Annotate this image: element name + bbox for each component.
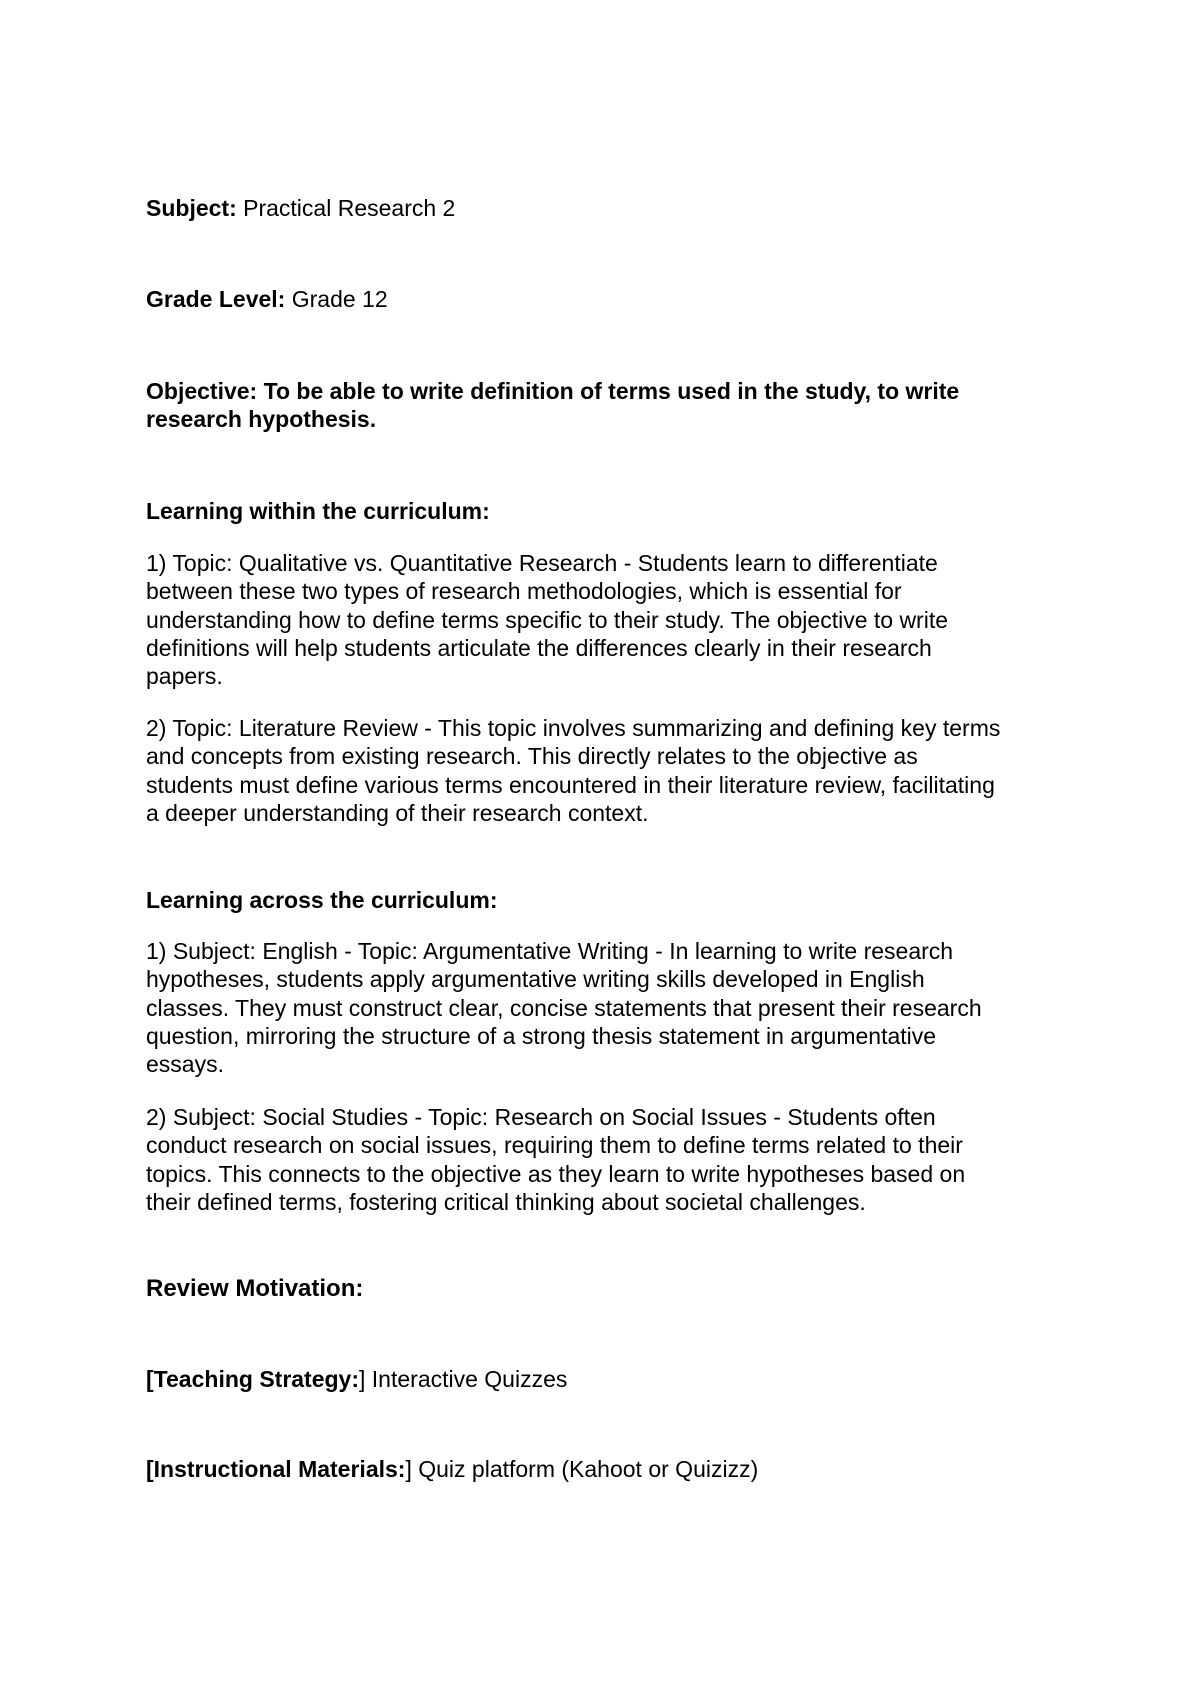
paragraph-line: and concepts from existing research. This directly relates to the objective as [146, 743, 918, 770]
teaching-strategy-line [146, 1365, 1076, 1393]
learning-across-heading: Learning across the curriculum: [146, 887, 498, 913]
paragraph-line: understanding how to define terms specific to their study. The objective to write [146, 606, 949, 633]
paragraph-line: students must define various terms encountered in their literature review, facilitating [146, 771, 995, 798]
paragraph-line: question, mirroring the structure of a strong thesis statement in argumentative [146, 1022, 937, 1049]
learning-within-item-2 [146, 714, 1076, 827]
paragraph-line: 1) Subject: English - Topic: Argumentative Writing - In learning to write research [146, 938, 954, 964]
learning-within-item-1 [146, 549, 1076, 690]
objective-label: Objective: [146, 378, 258, 404]
grade-level-label: Grade Level: [146, 286, 286, 312]
paragraph-line: hypotheses, students apply argumentative writing skills developed in English [146, 966, 925, 993]
teaching-strategy-label: Teaching Strategy: [153, 1366, 360, 1392]
paragraph-line: topics. This connects to the objective as they learn to write hypotheses based on [146, 1160, 966, 1187]
objective-text-2: research hypothesis. [146, 406, 377, 433]
objective-paragraph [146, 377, 1076, 434]
paragraph-line: conduct research on social issues, requiring them to define terms related to their [146, 1132, 963, 1159]
grade-level-value: Grade 12 [285, 286, 388, 312]
learning-across-item-2 [146, 1103, 1076, 1216]
instructional-materials-line [146, 1455, 1076, 1483]
paragraph-line: their defined terms, fostering critical thinking about societal challenges. [146, 1188, 866, 1215]
objective-line-1 [146, 377, 1076, 405]
paragraph-line: papers. [146, 663, 223, 690]
paragraph-line: 2) Subject: Social Studies - Topic: Research on Social Issues - Students often [146, 1104, 936, 1130]
instructional-materials-value: Quiz platform (Kahoot or Quizizz) [411, 1456, 759, 1482]
paragraph-line: definitions will help students articulate the differences clearly in their research [146, 634, 932, 661]
subject-value: Practical Research 2 [236, 195, 456, 221]
instructional-materials-label: Instructional Materials: [153, 1456, 406, 1482]
teaching-strategy-close-bracket: ] [359, 1366, 366, 1392]
teaching-strategy-value: Interactive Quizzes [365, 1366, 568, 1392]
paragraph-line: essays. [146, 1051, 224, 1078]
grade-level-line [146, 285, 1076, 313]
instructional-materials-close-bracket: ] [405, 1456, 412, 1482]
document-page [146, 0, 1076, 1696]
instructional-materials-open-bracket: [ [146, 1456, 154, 1482]
paragraph-line: 2) Topic: Literature Review - This topic involves summarizing and defining key terms [146, 715, 1001, 741]
paragraph-line: a deeper understanding of their research context. [146, 799, 649, 826]
teaching-strategy-open-bracket: [ [146, 1366, 154, 1392]
paragraph-line: classes. They must construct clear, concise statements that present their research [146, 994, 982, 1021]
paragraph-line: between these two types of research methodologies, which is essential for [146, 578, 902, 605]
objective-text-1: To be able to write definition of terms used in the study, to write [257, 378, 960, 404]
subject-line [146, 194, 1076, 222]
learning-within-heading: Learning within the curriculum: [146, 498, 490, 524]
subject-label: Subject: [146, 195, 237, 221]
learning-across-item-1 [146, 937, 1076, 1078]
review-motivation-heading: Review Motivation: [146, 1275, 364, 1302]
paragraph-line: 1) Topic: Qualitative vs. Quantitative Research - Students learn to differentiate [146, 550, 938, 576]
